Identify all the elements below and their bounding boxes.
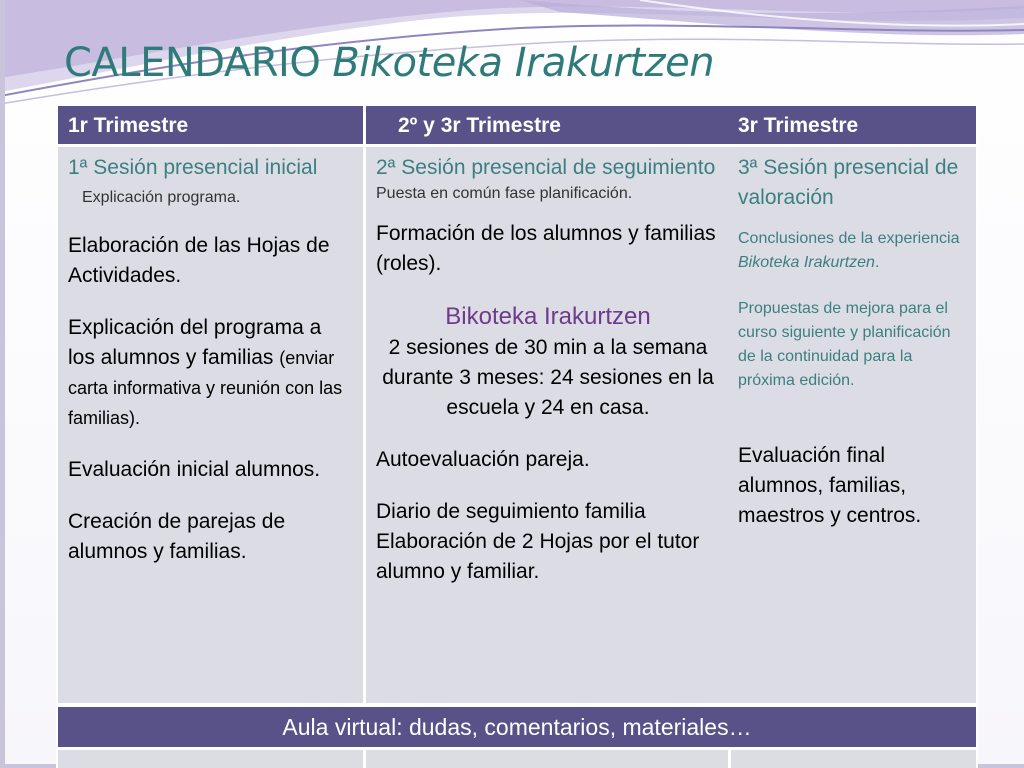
title-main: CALENDARIO <box>64 40 321 86</box>
item-formacion-alumnos: Formación de los alumnos y familias (roles). <box>376 222 716 275</box>
session-3-title: 3ª Sesión presencial de valoración <box>738 156 959 209</box>
bottom-row-cell-2 <box>366 750 728 768</box>
slide-title <box>64 40 714 86</box>
conclusiones-text: Conclusiones de la experiencia <box>738 230 960 247</box>
bottom-row-cell-3 <box>731 750 976 768</box>
item-explicacion-main: Explicación del programa a los alumnos y familias <box>68 316 322 369</box>
session-1-explanation: Explicación programa. <box>82 189 241 206</box>
item-hojas-actividades: Elaboración de las Hojas de Actividades. <box>68 234 330 287</box>
session-2-subtitle: Puesta en común fase planificación. <box>376 185 633 202</box>
item-evaluacion-final: Evaluación final alumnos, familias, maestros y centros. <box>738 444 922 527</box>
header-trimestre-3: 3r Trimestre <box>728 106 976 144</box>
conclusiones-italic: Bikoteka Irakurtzen <box>738 254 875 271</box>
program-name: Bikoteka Irakurtzen <box>445 303 651 330</box>
session-1-title: 1ª Sesión presencial inicial <box>68 156 318 179</box>
item-conclusiones: Conclusiones de la experiencia Bikoteka Irakurtzen. <box>738 230 960 271</box>
aula-virtual-bar: Aula virtual: dudas, comentarios, materiales… <box>58 707 976 747</box>
title-italic: Bikoteka Irakurtzen <box>332 40 715 86</box>
calendar-table <box>56 104 978 768</box>
item-explicacion-note: (enviar carta informativa y reunión con las familias). <box>68 348 343 428</box>
left-frame <box>0 0 5 768</box>
item-diario-seguimiento: Diario de seguimiento familia Elaboración de 2 Hojas por el tutor alumno y familiar. <box>376 500 700 583</box>
item-autoevaluacion: Autoevaluación pareja. <box>376 448 590 471</box>
bottom-row-cell-1 <box>58 750 363 768</box>
item-explicacion-programa <box>68 313 353 433</box>
program-description: 2 sesiones de 30 min a la semana durante 3 meses: 24 sesiones en la escuela y 24 en casa. <box>382 336 714 419</box>
cell-trimestre-2-3 <box>366 147 730 703</box>
item-propuestas-mejora: Propuestas de mejora para el curso siguiente y planificación de la continuidad para la próxima edición. <box>738 300 951 389</box>
cell-trimestre-1 <box>58 147 363 703</box>
session-2-title: 2ª Sesión presencial de seguimiento <box>376 156 716 179</box>
item-evaluacion-inicial: Evaluación inicial alumnos. <box>68 458 321 481</box>
cell-trimestre-3 <box>728 147 976 703</box>
header-trimestre-2-3: 2º y 3r Trimestre <box>366 106 730 144</box>
item-creacion-parejas: Creación de parejas de alumnos y familias. <box>68 510 286 563</box>
header-trimestre-1: 1r Trimestre <box>58 106 363 144</box>
